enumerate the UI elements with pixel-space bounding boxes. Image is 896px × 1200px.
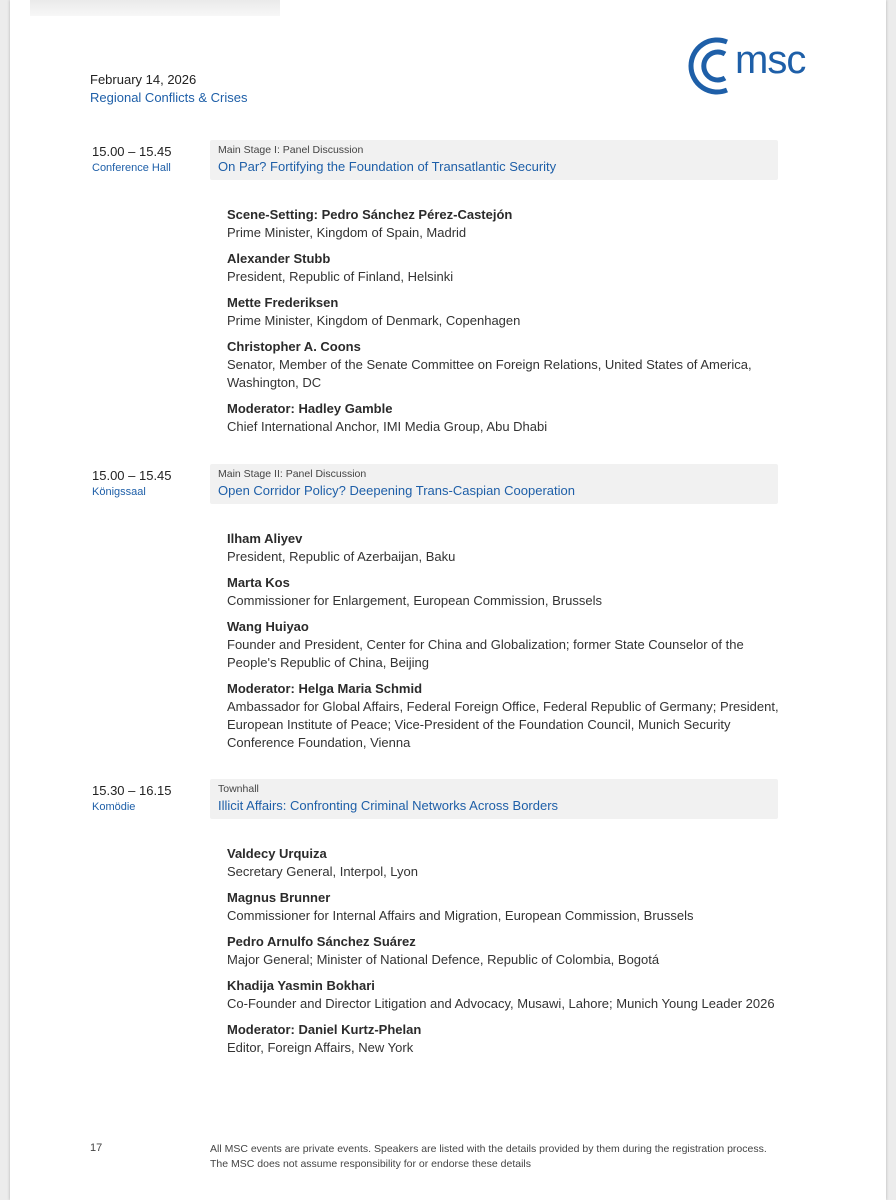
speaker-entry [227, 845, 787, 881]
speaker-name: Scene-Setting: Pedro Sánchez Pérez-Castejón [227, 207, 513, 222]
speaker-list [227, 206, 787, 444]
speaker-role: Major General; Minister of National Defence, Republic of Colombia, Bogotá [227, 952, 660, 967]
speaker-name: Moderator: Daniel Kurtz-Phelan [227, 1022, 422, 1037]
session-room: Conference Hall [92, 162, 171, 174]
disclaimer-line-2: The MSC does not assume responsibility for or endorse these details [210, 1158, 531, 1170]
speaker-role: Ambassador for Global Affairs, Federal Foreign Office, Federal Republic of Germany; President, European Institute of Peace; Vice-President of the Foundation Council, Munich Security Conference Foundation, Vienna [227, 699, 779, 750]
speaker-role: President, Republic of Azerbaijan, Baku [227, 549, 456, 564]
session-header-box [210, 464, 778, 504]
session-time: 15.00 – 15.45 [92, 468, 172, 483]
document-page [10, 0, 886, 1200]
session-format: Main Stage II: Panel Discussion [218, 468, 367, 480]
speaker-entry [227, 530, 787, 566]
session-header-box [210, 779, 778, 819]
speaker-role: Commissioner for Enlargement, European Commission, Brussels [227, 593, 602, 608]
speaker-entry [227, 338, 787, 392]
top-shadow-band [30, 0, 280, 16]
speaker-role: Chief International Anchor, IMI Media Group, Abu Dhabi [227, 419, 548, 434]
speaker-name: Moderator: Hadley Gamble [227, 401, 393, 416]
speaker-name: Khadija Yasmin Bokhari [227, 978, 375, 993]
session-title: Open Corridor Policy? Deepening Trans-Caspian Cooperation [218, 483, 575, 498]
session-header-box [210, 140, 778, 180]
session-title: On Par? Fortifying the Foundation of Transatlantic Security [218, 159, 557, 174]
speaker-name: Valdecy Urquiza [227, 846, 327, 861]
speaker-list [227, 530, 787, 760]
session-title: Illicit Affairs: Confronting Criminal Networks Across Borders [218, 798, 559, 813]
track-title: Regional Conflicts & Crises [90, 90, 248, 105]
session-room: Komödie [92, 801, 136, 813]
session-format: Townhall [218, 783, 259, 795]
disclaimer-line-1: All MSC events are private events. Speakers are listed with the details provided by them during the registration process. [210, 1143, 767, 1155]
speaker-name: Alexander Stubb [227, 251, 331, 266]
msc-logo-text: msc [735, 38, 806, 82]
speaker-name: Ilham Aliyev [227, 531, 303, 546]
session-room: Königssaal [92, 486, 146, 498]
footer-disclaimer [210, 1142, 790, 1172]
speaker-role: Senator, Member of the Senate Committee on Foreign Relations, United States of America, Washington, DC [227, 357, 752, 390]
speaker-role: Founder and President, Center for China and Globalization; former State Counselor of the People's Republic of China, Beijing [227, 637, 744, 670]
speaker-list [227, 845, 787, 1065]
speaker-name: Mette Frederiksen [227, 295, 339, 310]
session-format: Main Stage I: Panel Discussion [218, 144, 364, 156]
speaker-entry [227, 294, 787, 330]
speaker-name: Marta Kos [227, 575, 290, 590]
speaker-role: Commissioner for Internal Affairs and Migration, European Commission, Brussels [227, 908, 694, 923]
speaker-role: Co-Founder and Director Litigation and Advocacy, Musawi, Lahore; Munich Young Leader 2026 [227, 996, 775, 1011]
speaker-role: President, Republic of Finland, Helsinki [227, 269, 454, 284]
speaker-entry [227, 1021, 787, 1057]
speaker-name: Wang Huiyao [227, 619, 309, 634]
speaker-entry [227, 206, 787, 242]
speaker-entry [227, 250, 787, 286]
event-date: February 14, 2026 [90, 72, 197, 87]
speaker-entry [227, 618, 787, 672]
speaker-entry [227, 933, 787, 969]
speaker-entry [227, 889, 787, 925]
speaker-entry [227, 680, 787, 752]
session-time: 15.00 – 15.45 [92, 144, 172, 159]
session-time: 15.30 – 16.15 [92, 783, 172, 798]
speaker-role: Secretary General, Interpol, Lyon [227, 864, 419, 879]
speaker-entry [227, 400, 787, 436]
speaker-role: Editor, Foreign Affairs, New York [227, 1040, 414, 1055]
speaker-name: Christopher A. Coons [227, 339, 361, 354]
speaker-role: Prime Minister, Kingdom of Denmark, Copenhagen [227, 313, 521, 328]
speaker-name: Pedro Arnulfo Sánchez Suárez [227, 934, 416, 949]
page-number: 17 [90, 1142, 103, 1154]
speaker-name: Magnus Brunner [227, 890, 331, 905]
speaker-entry [227, 977, 787, 1013]
speaker-name: Moderator: Helga Maria Schmid [227, 681, 423, 696]
speaker-role: Prime Minister, Kingdom of Spain, Madrid [227, 225, 467, 240]
speaker-entry [227, 574, 787, 610]
